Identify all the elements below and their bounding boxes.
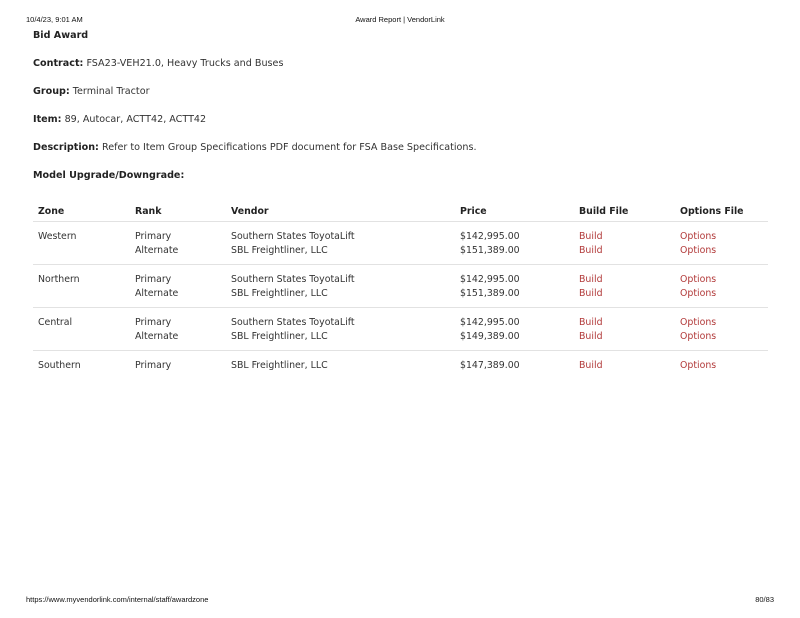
header-zone: Zone	[33, 201, 130, 222]
header-price: Price	[455, 201, 574, 222]
table-row	[33, 351, 768, 380]
zone-cell: Southern	[38, 360, 81, 371]
rank-cell: Primary	[135, 360, 172, 371]
description-label: Description:	[33, 142, 99, 153]
options-file-link[interactable]: Options	[680, 245, 717, 256]
vendor-cell: Southern States ToyotaLift	[231, 274, 355, 285]
vendor-cell: Southern States ToyotaLift	[231, 317, 355, 328]
zone-cell: Western	[38, 231, 77, 242]
award-report	[33, 29, 768, 183]
options-file-link[interactable]: Options	[680, 317, 717, 328]
build-file-link[interactable]: Build	[579, 360, 603, 371]
build-file-link[interactable]: Build	[579, 288, 603, 299]
rank-cell: Primary	[135, 317, 172, 328]
description-value: Refer to Item Group Specifications PDF document for FSA Base Specifications.	[101, 142, 477, 153]
print-header	[26, 15, 774, 27]
rank-cell: Primary	[135, 274, 172, 285]
price-cell: $147,389.00	[460, 360, 520, 371]
rank-cell: Alternate	[135, 331, 179, 342]
model-upgrade-heading: Model Upgrade/Downgrade:	[33, 170, 185, 181]
rank-cell: Primary	[135, 231, 172, 242]
item-value: 89, Autocar, ACTT42, ACTT42	[64, 114, 207, 125]
header-rank: Rank	[130, 201, 226, 222]
description-field	[33, 141, 768, 155]
price-cell: $142,995.00	[460, 274, 520, 285]
vendor-cell: SBL Freightliner, LLC	[231, 360, 328, 371]
contract-label: Contract:	[33, 58, 84, 69]
options-file-link[interactable]: Options	[680, 231, 717, 242]
vendor-cell: SBL Freightliner, LLC	[231, 331, 328, 342]
group-value: Terminal Tractor	[72, 86, 150, 97]
item-field	[33, 113, 768, 127]
contract-value: FSA23-VEH21.0, Heavy Trucks and Buses	[86, 58, 284, 69]
print-footer	[26, 595, 774, 607]
table-row	[33, 222, 768, 265]
header-vendor: Vendor	[226, 201, 455, 222]
page-number: 80/83	[755, 595, 774, 604]
build-file-link[interactable]: Build	[579, 245, 603, 256]
header-options-file: Options File	[675, 201, 768, 222]
page-title: Bid Award	[33, 30, 89, 41]
rank-cell: Alternate	[135, 288, 179, 299]
price-cell: $142,995.00	[460, 231, 520, 242]
contract-field	[33, 57, 768, 71]
build-file-link[interactable]: Build	[579, 274, 603, 285]
table-row	[33, 265, 768, 308]
vendor-cell: Southern States ToyotaLift	[231, 231, 355, 242]
options-file-link[interactable]: Options	[680, 360, 717, 371]
print-url: https://www.myvendorlink.com/internal/staff/awardzone	[26, 595, 209, 604]
zone-cell: Central	[38, 317, 73, 328]
build-file-link[interactable]: Build	[579, 231, 603, 242]
group-field	[33, 85, 768, 99]
table-row	[33, 308, 768, 351]
build-file-link[interactable]: Build	[579, 331, 603, 342]
price-cell: $149,389.00	[460, 331, 520, 342]
header-build-file: Build File	[574, 201, 675, 222]
award-table	[33, 201, 768, 379]
zone-cell: Northern	[38, 274, 80, 285]
group-label: Group:	[33, 86, 70, 97]
print-title: Award Report | VendorLink	[355, 15, 445, 24]
options-file-link[interactable]: Options	[680, 288, 717, 299]
item-label: Item:	[33, 114, 62, 125]
price-cell: $151,389.00	[460, 245, 520, 256]
table-header-row	[33, 201, 768, 222]
build-file-link[interactable]: Build	[579, 317, 603, 328]
price-cell: $151,389.00	[460, 288, 520, 299]
options-file-link[interactable]: Options	[680, 331, 717, 342]
options-file-link[interactable]: Options	[680, 274, 717, 285]
print-datetime: 10/4/23, 9:01 AM	[26, 15, 83, 24]
price-cell: $142,995.00	[460, 317, 520, 328]
rank-cell: Alternate	[135, 245, 179, 256]
vendor-cell: SBL Freightliner, LLC	[231, 288, 328, 299]
vendor-cell: SBL Freightliner, LLC	[231, 245, 328, 256]
